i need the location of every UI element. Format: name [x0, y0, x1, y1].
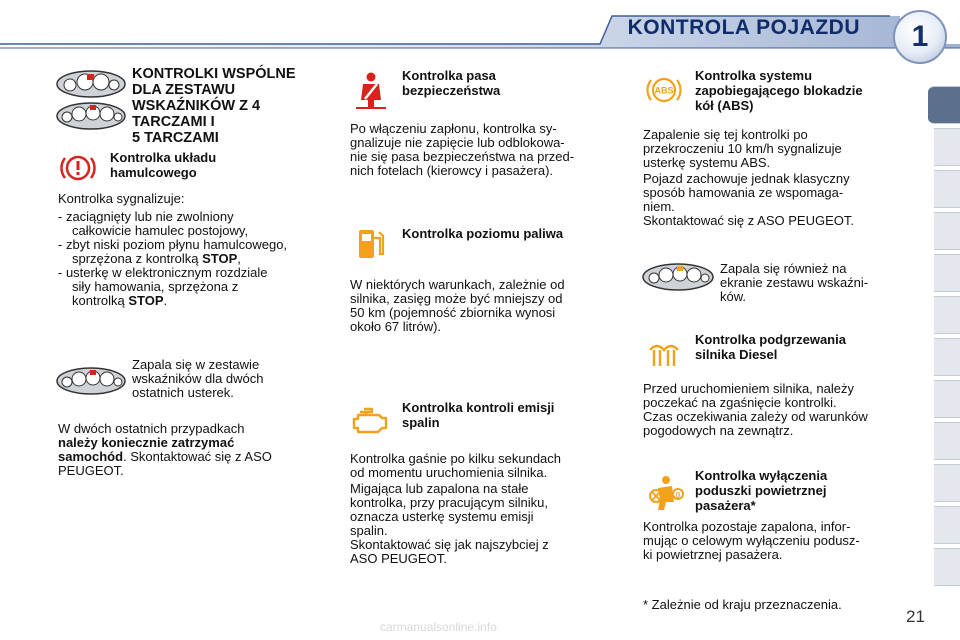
abs-text-1: Zapalenie się tej kontrolki po przekroczeniu 10 km/h sygnalizuje usterkę systemu ABS.: [643, 127, 842, 170]
chapter-tab[interactable]: [934, 464, 960, 502]
glow-plug-icon: [646, 340, 684, 370]
airbag-off-icon: [648, 472, 686, 512]
list-item: - zaciągnięty lub nie zwolniony całkowicie hamulec postojowy,: [58, 209, 249, 238]
emission-title: Kontrolka kontroli emisji spalin: [402, 400, 555, 430]
page-title: KONTROLA POJAZDU: [627, 16, 860, 39]
chapter-tab[interactable]: [934, 170, 960, 208]
page-header: [0, 0, 960, 60]
chapter-tab[interactable]: [934, 380, 960, 418]
watermark: carmanualsonline.info: [380, 620, 497, 634]
airbag-text: Kontrolka pozostaje zapalona, infor- mując o celowym wyłączeniu podusz- ki powietrznej pasażera.: [643, 519, 860, 562]
abs-note: Zapala się również na ekranie zestawu wskaźni- ków.: [720, 261, 869, 304]
chapter-tab-active[interactable]: [928, 86, 960, 124]
seatbelt-text: Po włączeniu zapłonu, kontrolka sy- gnalizuje nie zapięcie lub odblokowa- nie się pasa bezpieczeństwa na przed- nich fotelach (kierowcy i pasażera).: [350, 121, 575, 178]
fuel-text: W niektórych warunkach, zależnie od silnika, zasięg może być mniejszy od 50 km (pojemność zbiornika wynosi około 67 litrów).: [350, 277, 565, 334]
chapter-tab[interactable]: [934, 422, 960, 460]
chapter-tab[interactable]: [934, 296, 960, 334]
page-number: 21: [906, 607, 925, 626]
seatbelt-icon: [354, 70, 388, 110]
diesel-text: Przed uruchomieniem silnika, należy poczekać na zgaśnięcie kontrolki. Czas oczekiwania zależy od warunków pogodowych na zewnątrz.: [643, 381, 868, 438]
gauge-4-dials-icon: [56, 70, 126, 98]
section-title: KONTROLKI WSPÓLNE DLA ZESTAWU WSKAŹNIKÓW Z 4 TARCZAMI I 5 TARCZAMI: [132, 66, 296, 146]
fuel-pump-icon: [356, 226, 386, 262]
emission-text-3: Skontaktować się jak najszybciej z ASO PEUGEOT.: [350, 537, 549, 566]
diesel-title: Kontrolka podgrzewania silnika Diesel: [695, 332, 846, 362]
chapter-tab[interactable]: [934, 548, 960, 586]
brake-note: Zapala się w zestawie wskaźników dla dwóch ostatnich usterek.: [132, 357, 264, 400]
emission-text-2: Migająca lub zapalona na stałe kontrolka, przy pracującym silniku, oznacza usterkę systemu emisji spalin.: [350, 481, 548, 538]
chapter-tab[interactable]: [934, 506, 960, 544]
chapter-tab[interactable]: [934, 254, 960, 292]
svg-text:ABS: ABS: [654, 85, 674, 96]
chapter-badge: 1: [893, 10, 947, 64]
airbag-title: Kontrolka wyłączenia poduszki powietrznej pasażera*: [695, 468, 828, 513]
gauge-5-dials-icon: [56, 102, 126, 130]
abs-warning-icon: [644, 72, 684, 108]
brake-warning-text: W dwóch ostatnich przypadkach należy koniecznie zatrzymać samochód. Skontaktować się z ASO PEUGEOT.: [58, 421, 272, 478]
gauge-cluster-icon: [642, 262, 714, 292]
list-item: - usterkę w elektronicznym rozdziale siły hamowania, sprzężona z kontrolką STOP.: [58, 265, 268, 308]
brake-list: [58, 210, 320, 308]
brake-intro: Kontrolka sygnalizuje:: [58, 191, 185, 206]
abs-title: Kontrolka systemu zapobiegającego blokadzie kół (ABS): [695, 68, 863, 113]
svg-text:0: 0: [675, 491, 681, 500]
abs-text-2: Pojazd zachowuje jednak klasyczny sposób hamowania ze wspomaga- niem.: [643, 171, 850, 214]
abs-text-3: Skontaktować się z ASO PEUGEOT.: [643, 213, 854, 228]
brake-title: Kontrolka układu hamulcowego: [110, 150, 217, 180]
chapter-tab[interactable]: [934, 338, 960, 376]
footnote: * Zależnie od kraju przeznaczenia.: [643, 597, 842, 612]
seatbelt-title: Kontrolka pasa bezpieczeństwa: [402, 68, 501, 98]
chapter-tab[interactable]: [934, 212, 960, 250]
list-item: - zbyt niski poziom płynu hamulcowego, sprzężona z kontrolką STOP,: [58, 237, 288, 266]
chapter-tab[interactable]: [934, 128, 960, 166]
brake-warning-icon: [58, 150, 98, 186]
engine-emission-icon: [352, 404, 390, 438]
chapter-tabs: [928, 70, 960, 590]
gauge-cluster-icon: [56, 366, 126, 396]
emission-text-1: Kontrolka gaśnie po kilku sekundach od momentu uruchomienia silnika.: [350, 451, 562, 480]
fuel-title: Kontrolka poziomu paliwa: [402, 226, 564, 241]
